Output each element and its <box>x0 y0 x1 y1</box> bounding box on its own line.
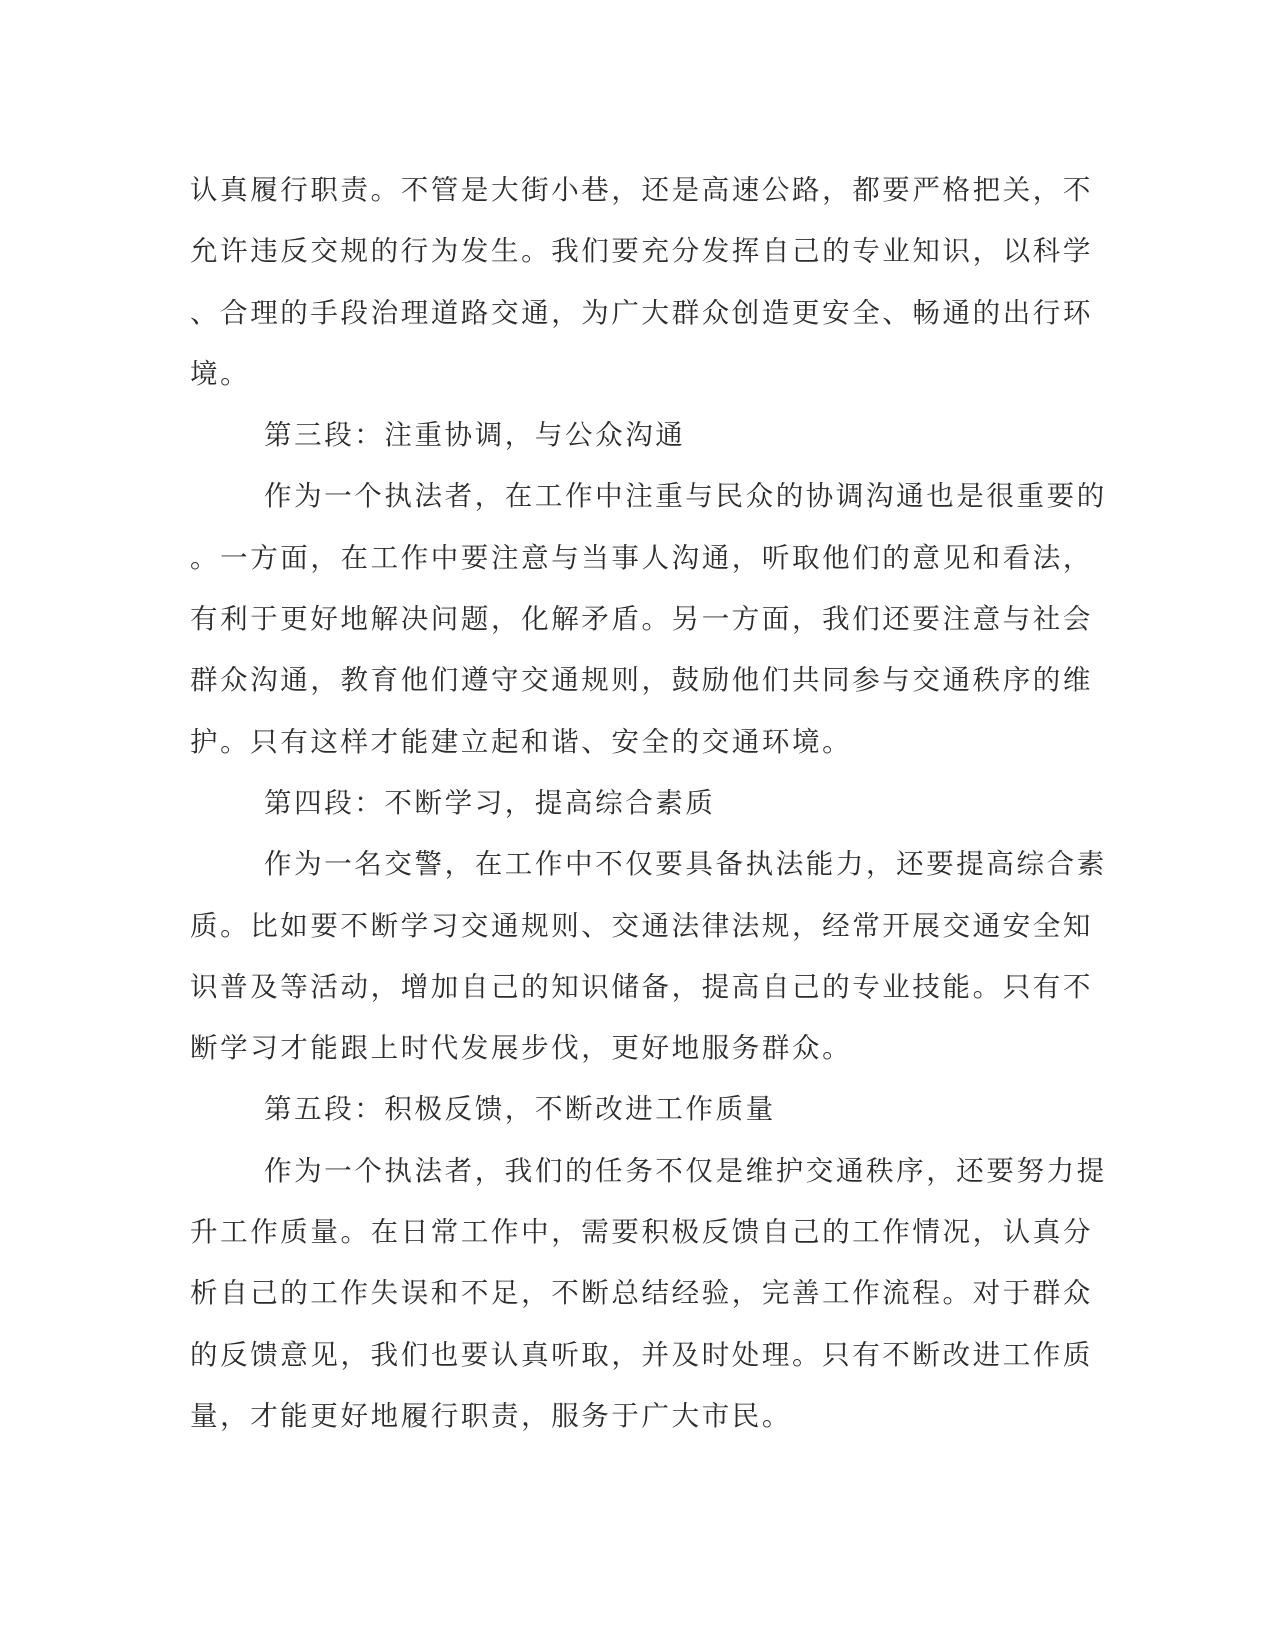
text-line: 析自己的工作失误和不足，不断总结经验，完善工作流程。对于群众 <box>190 1277 1093 1310</box>
text-line: 群众沟通，教育他们遵守交通规则，鼓励他们共同参与交通秩序的维 <box>190 664 1093 697</box>
text-line: 识普及等活动，增加自己的知识储备，提高自己的专业技能。只有不 <box>190 970 1093 1003</box>
text-line: 量，才能更好地履行职责，服务于广大市民。 <box>190 1399 792 1432</box>
text-line: 、合理的手段治理道路交通，为广大群众创造更安全、畅通的出行环 <box>190 296 1093 329</box>
text-line: 的反馈意见，我们也要认真听取，并及时处理。只有不断改进工作质 <box>190 1338 1093 1371</box>
text-line: 有利于更好地解决问题，化解矛盾。另一方面，我们还要注意与社会 <box>190 603 1093 636</box>
text-line: 作为一个执法者，我们的任务不仅是维护交通秩序，还要努力提 <box>264 1154 1107 1187</box>
text-line: 护。只有这样才能建立起和谐、安全的交通环境。 <box>190 725 853 758</box>
text-line: 作为一个执法者，在工作中注重与民众的协调沟通也是很重要的 <box>264 480 1107 513</box>
text-line: 。一方面，在工作中要注意与当事人沟通，听取他们的意见和看法， <box>190 541 1093 574</box>
text-line: 质。比如要不断学习交通规则、交通法律法规，经常开展交通安全知 <box>190 909 1093 942</box>
text-line: 境。 <box>190 357 251 390</box>
text-line: 作为一名交警，在工作中不仅要具备执法能力，还要提高综合素 <box>264 848 1107 881</box>
document-body <box>190 160 1107 1447</box>
text-line: 允许违反交规的行为发生。我们要充分发挥自己的专业知识，以科学 <box>190 235 1093 268</box>
section-heading-4: 第四段：不断学习，提高综合素质 <box>264 786 716 819</box>
text-line: 断学习才能跟上时代发展步伐，更好地服务群众。 <box>190 1032 853 1065</box>
section-heading-3: 第三段：注重协调，与公众沟通 <box>264 419 686 452</box>
text-line: 认真履行职责。不管是大街小巷，还是高速公路，都要严格把关，不 <box>190 174 1093 206</box>
section-heading-5: 第五段：积极反馈，不断改进工作质量 <box>264 1093 776 1126</box>
text-line: 升工作质量。在日常工作中，需要积极反馈自己的工作情况，认真分 <box>190 1216 1093 1249</box>
